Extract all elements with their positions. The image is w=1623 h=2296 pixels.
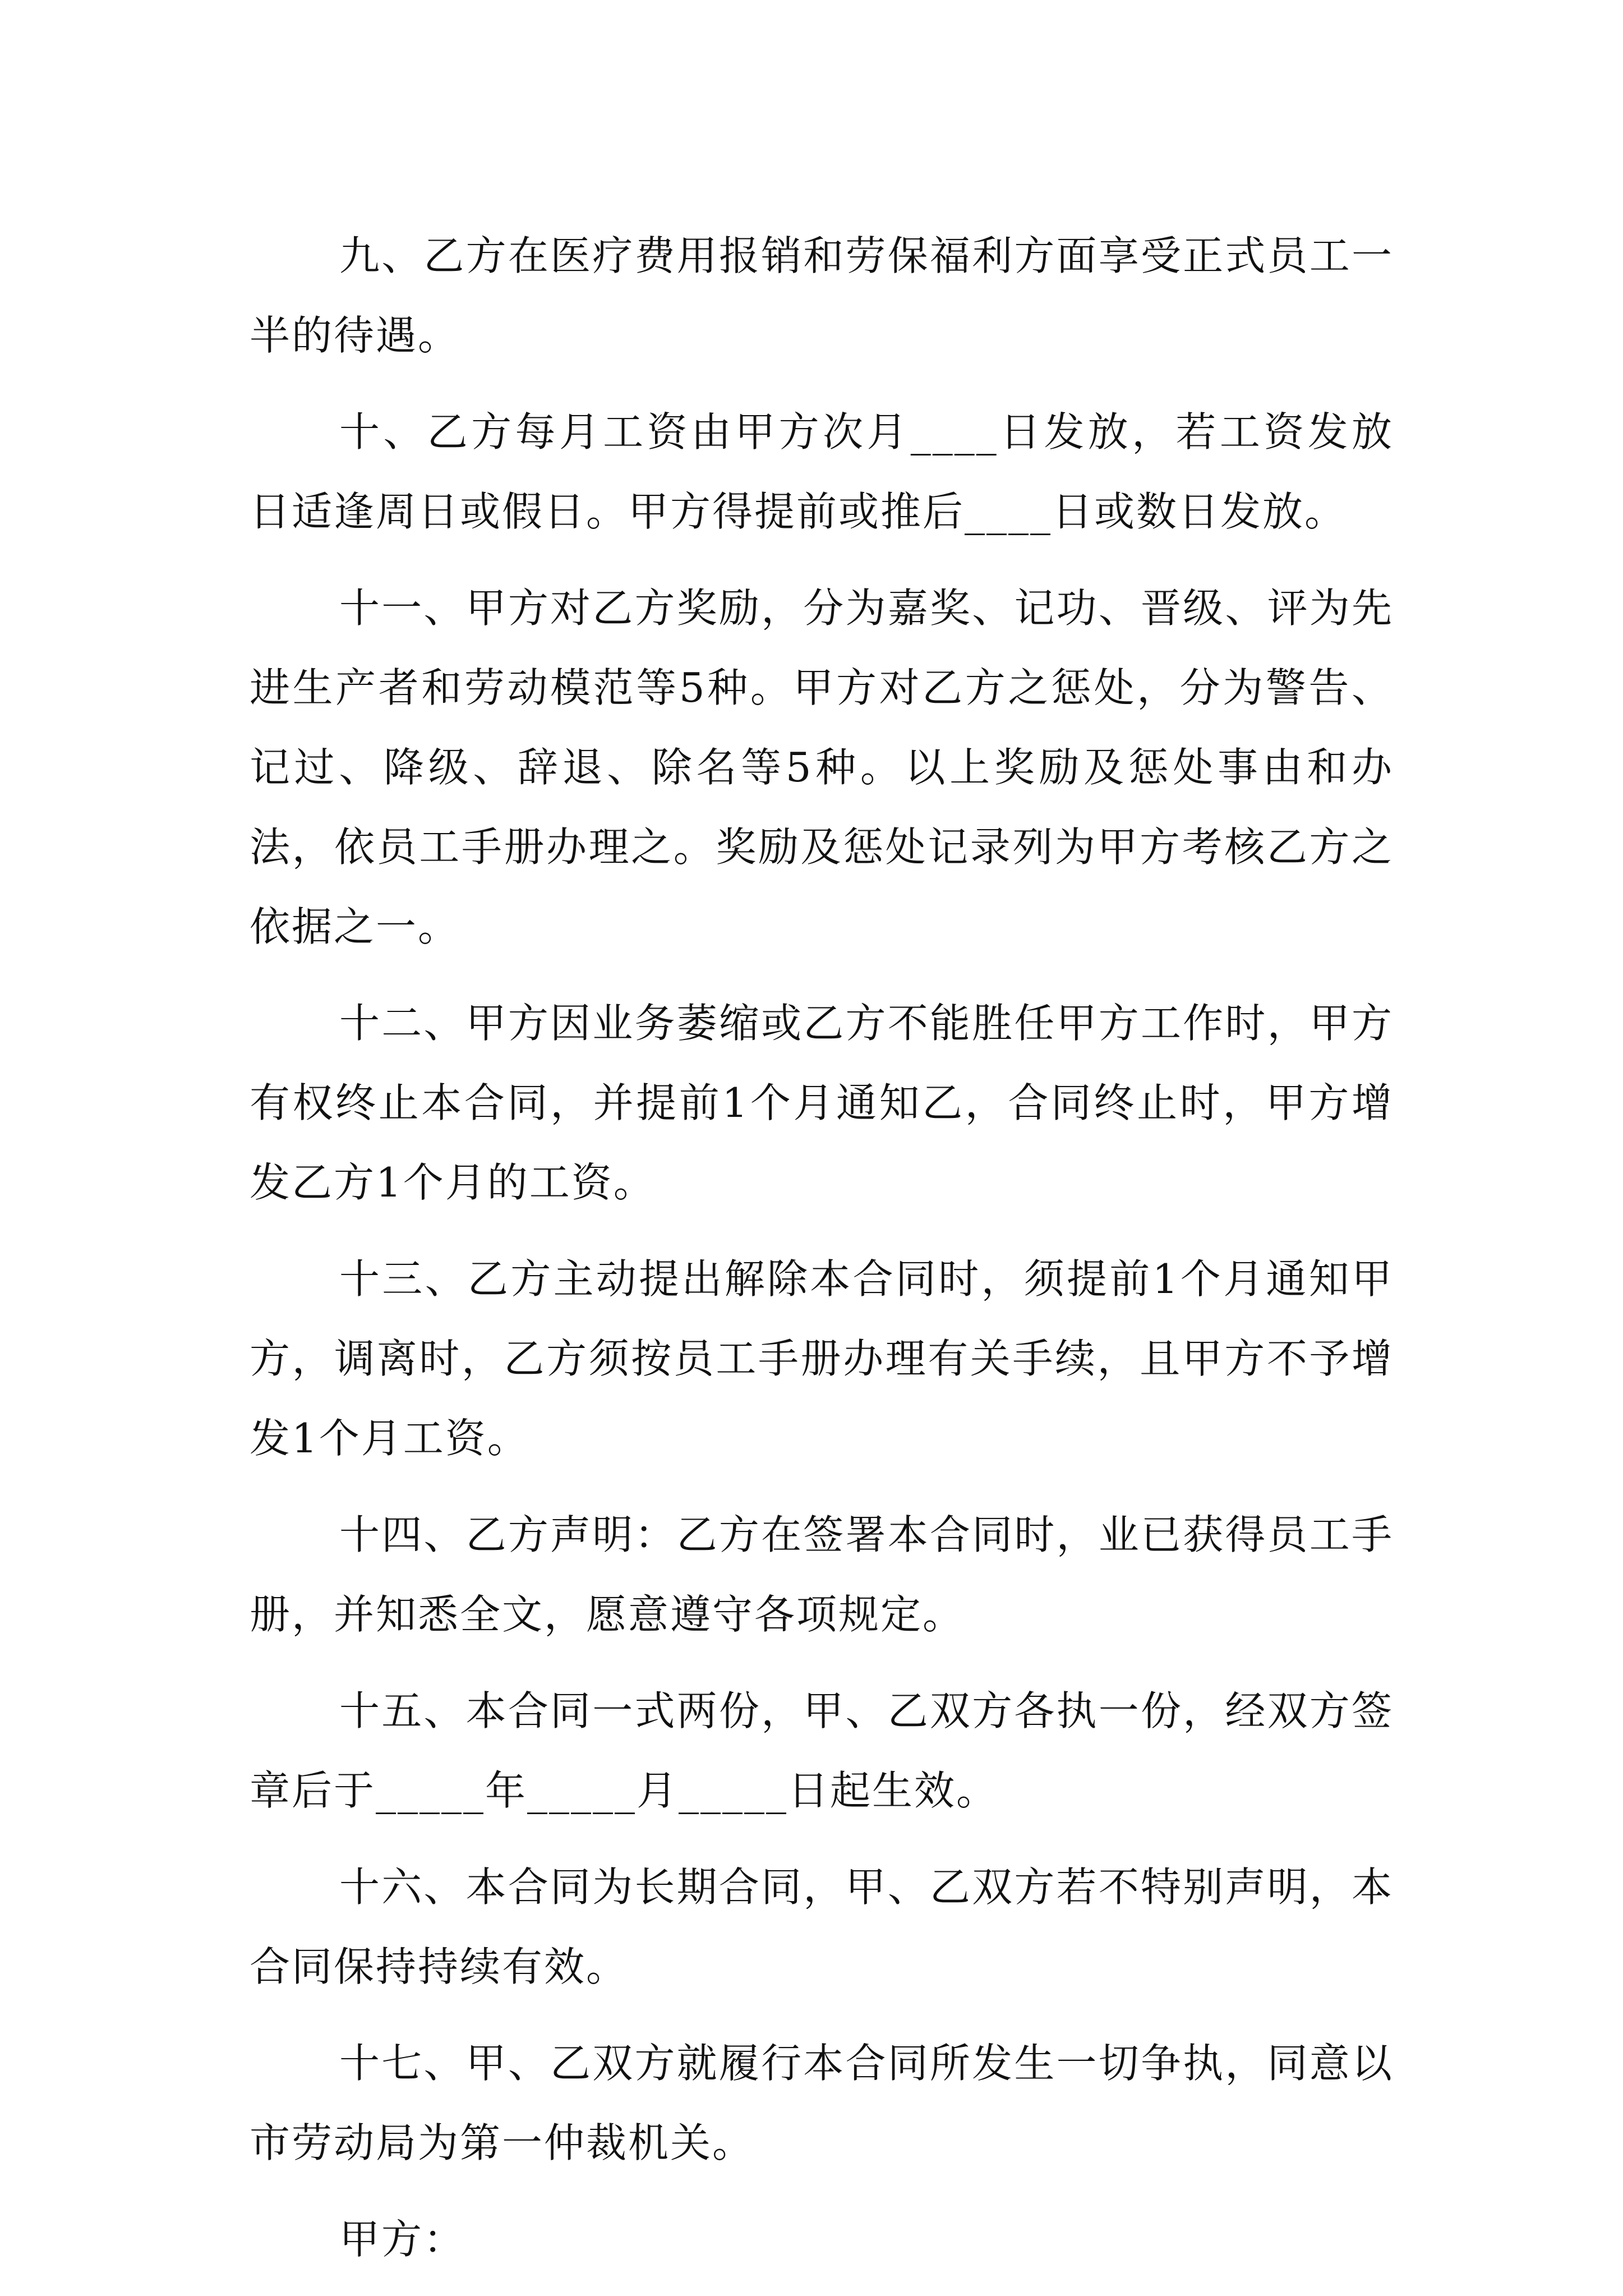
- clause-11: 十一、甲方对乙方奖励，分为嘉奖、记功、晋级、评为先进生产者和劳动模范等5种。甲方对乙方之惩处，分为警告、记过、降级、辞退、除名等5种。以上奖励及惩处事由和办法，依员工手册办理之。奖励及惩处记录列为甲方考核乙方之依据之一。: [250, 585, 1394, 950]
- document-body: [250, 216, 1394, 2296]
- party-a-signature-label: 甲方：: [339, 2216, 466, 2263]
- clause-15: 十五、本合同一式两份，甲、乙双方各执一份，经双方签章后于_____年_____月_____日起生效。: [250, 1687, 1394, 1814]
- clause-17: 十七、甲、乙双方就履行本合同所发生一切争执，同意以市劳动局为第一仲裁机关。: [250, 2040, 1394, 2166]
- clause-14: 十四、乙方声明：乙方在签署本合同时，业已获得员工手册，并知悉全文，愿意遵守各项规定。: [250, 1511, 1394, 1638]
- clause-9: 九、乙方在医疗费用报销和劳保福利方面享受正式员工一半的待遇。: [250, 232, 1394, 359]
- clause-10: 十、乙方每月工资由甲方次月____日发放，若工资发放日适逢周日或假日。甲方得提前或推后____日或数日发放。: [250, 408, 1394, 535]
- clause-13: 十三、乙方主动提出解除本合同时，须提前1个月通知甲方，调离时，乙方须按员工手册办理有关手续，且甲方不予增发1个月工资。: [250, 1255, 1394, 1462]
- clause-12: 十二、甲方因业务萎缩或乙方不能胜任甲方工作时，甲方有权终止本合同，并提前1个月通知乙，合同终止时，甲方增发乙方1个月的工资。: [250, 1000, 1394, 1206]
- clause-16: 十六、本合同为长期合同，甲、乙双方若不特别声明，本合同保持持续有效。: [250, 1864, 1394, 1990]
